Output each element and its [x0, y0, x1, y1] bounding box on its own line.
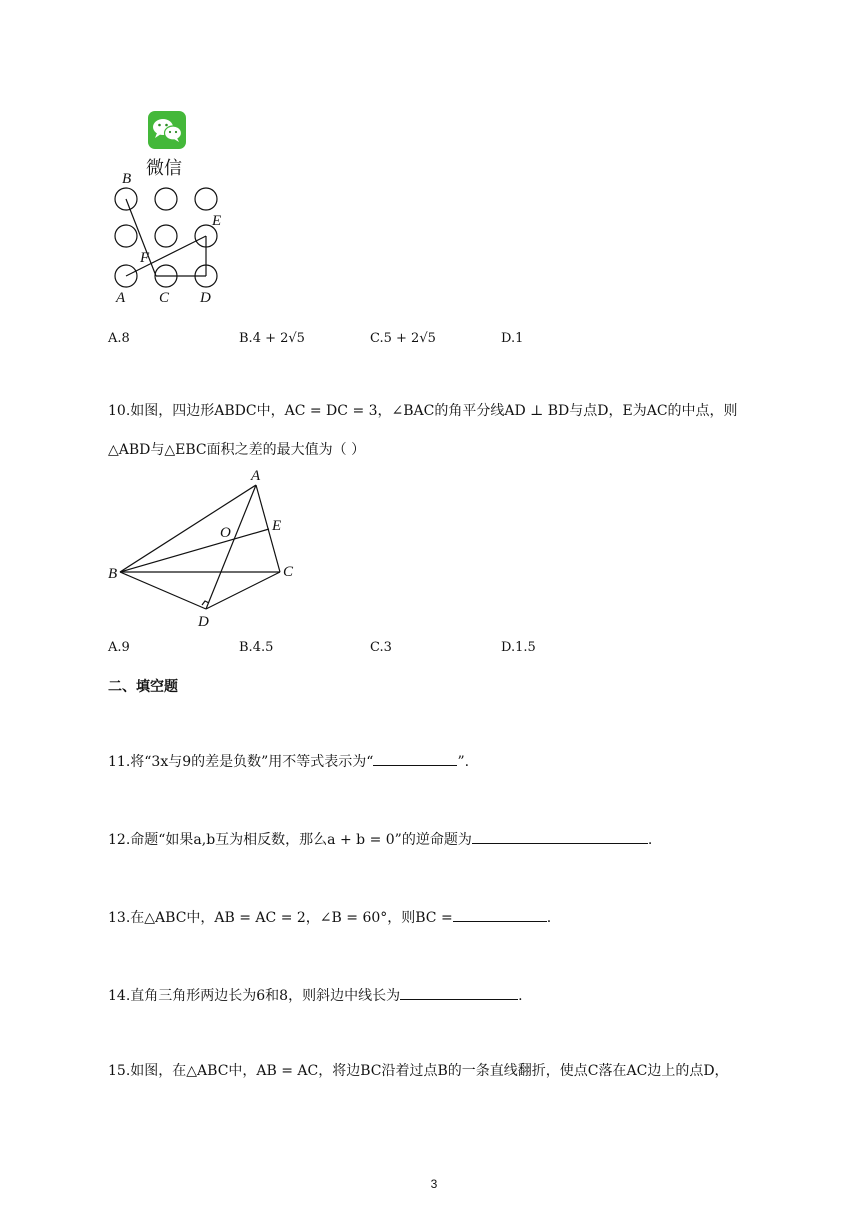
q10-figure: [104, 466, 304, 632]
section-title: 二、填空题: [108, 679, 178, 695]
q10-option-a: A.9: [108, 640, 130, 655]
q9-option-b: B.4 + 2√5: [239, 331, 305, 346]
q10-question-line1: 10.如图，四边形ABDC中，AC = DC = 3，∠BAC的角平分线AD ⊥ BD与点D，E为AC的中点，则: [108, 403, 738, 419]
q10-label-d: D: [198, 614, 209, 630]
q9-label-b: B: [122, 171, 132, 187]
q13-question: 13.在△ABC中，AB = AC = 2，∠B = 60°，则BC = .: [108, 907, 551, 928]
q10-label-a: A: [251, 468, 261, 484]
q9-option-d: D.1: [501, 331, 524, 346]
q12-question: 12.命题“如果a,b互为相反数，那么a + b = 0”的逆命题为 .: [108, 829, 652, 850]
q9-label-d: D: [200, 290, 211, 306]
q14-question: 14.直角三角形两边长为6和8，则斜边中线长为 .: [108, 985, 523, 1006]
q9-option-a: A.8: [108, 331, 130, 346]
q9-label-f: F: [140, 250, 150, 266]
q14-answer-blank[interactable]: [400, 985, 518, 1000]
q11-answer-blank[interactable]: [373, 751, 457, 766]
q10-question-line2: △ABD与△EBC面积之差的最大值为（ ）: [108, 442, 366, 458]
q15-question: 15.如图，在△ABC中，AB = AC，将边BC沿着过点B的一条直线翻折，使点C落在AC边上的点D，: [108, 1063, 729, 1079]
page-number: 3: [430, 1177, 438, 1191]
wechat-icon: [148, 111, 186, 149]
q11-question: 11.将“3x与9的差是负数”用不等式表示为“ ”.: [108, 751, 469, 772]
q9-label-c: C: [159, 290, 170, 306]
q12-answer-blank[interactable]: [472, 829, 648, 844]
q10-label-e: E: [272, 518, 282, 534]
q9-figure: [108, 170, 228, 310]
wechat-label: 微信: [146, 158, 182, 179]
q9-option-c: C.5 + 2√5: [370, 331, 436, 346]
q10-label-o: O: [220, 525, 231, 541]
q10-option-b: B.4.5: [239, 640, 274, 655]
q10-label-c: C: [283, 564, 294, 580]
q10-option-d: D.1.5: [501, 640, 536, 655]
q10-option-c: C.3: [370, 640, 392, 655]
q9-label-a: A: [116, 290, 126, 306]
q10-label-b: B: [108, 566, 118, 582]
q9-label-e: E: [212, 213, 222, 229]
q13-answer-blank[interactable]: [453, 907, 547, 922]
